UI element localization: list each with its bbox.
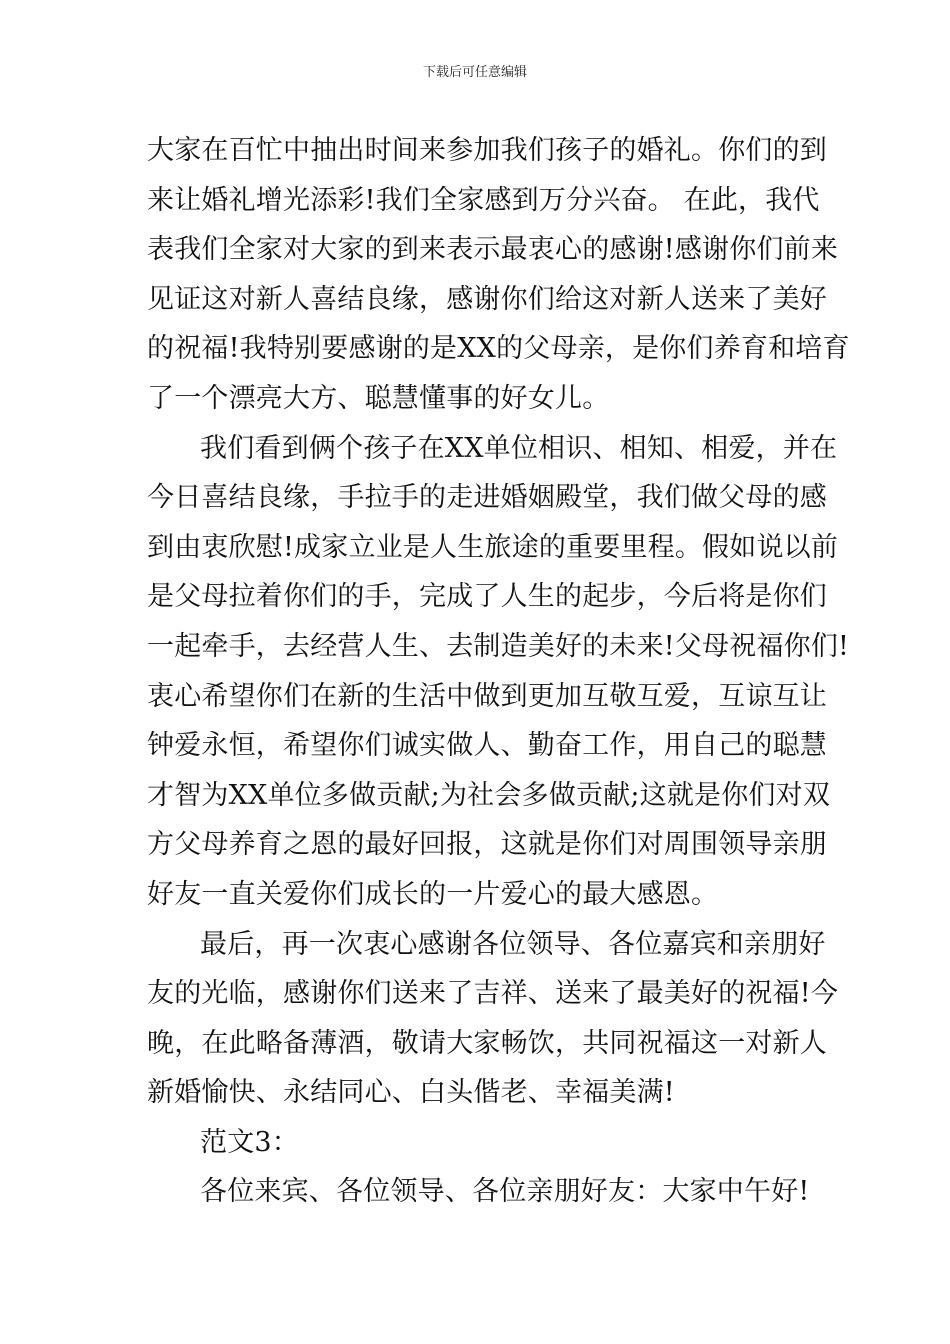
paragraph-first-line: 最后，再一次衷心感谢各位领导、各位嘉宾和亲朋好 [200, 928, 826, 960]
paragraph-first-line: 我们看到俩个孩子在XX单位相识、相知、相爱，并在 [200, 432, 838, 464]
text-line: 一起牵手，去经营人生、去制造美好的未来!父母祝福你们! [147, 630, 850, 662]
section-heading: 范文3： [200, 1126, 299, 1158]
text-line: 见证这对新人喜结良缘，感谢你们给这对新人送来了美好 [147, 283, 827, 315]
text-line: 来让婚礼增光添彩!我们全家感到万分兴奋。 在此，我代 [147, 184, 820, 216]
text-line: 是父母拉着你们的手，完成了人生的起步，今后将是你们 [147, 581, 827, 613]
text-line: 到由衷欣慰!成家立业是人生旅途的重要里程。假如说以前 [147, 531, 839, 563]
text-line: 方父母养育之恩的最好回报，这就是你们对周围领导亲朋 [147, 829, 827, 861]
text-line: 表我们全家对大家的到来表示最衷心的感谢!感谢你们前来 [147, 234, 839, 266]
document-body [147, 126, 850, 1217]
text-line: 今日喜结良缘，手拉手的走进婚姻殿堂，我们做父母的感 [147, 482, 827, 514]
salutation-line: 各位来宾、各位领导、各位亲朋好友：大家中午好! [200, 1176, 810, 1208]
text-line: 衷心希望你们在新的生活中做到更加互敬互爱，互谅互让 [147, 680, 827, 712]
text-line: 晚，在此略备薄酒，敬请大家畅饮，共同祝福这一对新人 [147, 1027, 827, 1059]
text-line: 钟爱永恒，希望你们诚实做人、勤奋工作，用自己的聪慧 [147, 730, 827, 762]
text-line: 新婚愉快、永结同心、白头偕老、幸福美满! [147, 1077, 675, 1109]
text-line: 好友一直关爱你们成长的一片爱心的最大感恩。 [147, 878, 719, 910]
text-line: 大家在百忙中抽出时间来参加我们孩子的婚礼。你们的到 [147, 135, 827, 166]
page-header: 下载后可任意编辑 [422, 65, 527, 80]
text-line: 了一个漂亮大方、聪慧懂事的好女儿。 [147, 382, 610, 414]
text-line: 才智为XX单位多做贡献;为社会多做贡献;这就是你们对双 [147, 779, 831, 811]
text-line: 友的光临，感谢你们送来了吉祥、送来了最美好的祝福!今 [147, 978, 839, 1010]
text-line: 的祝福!我特别要感谢的是XX的父母亲，是你们养育和培育 [147, 333, 850, 365]
